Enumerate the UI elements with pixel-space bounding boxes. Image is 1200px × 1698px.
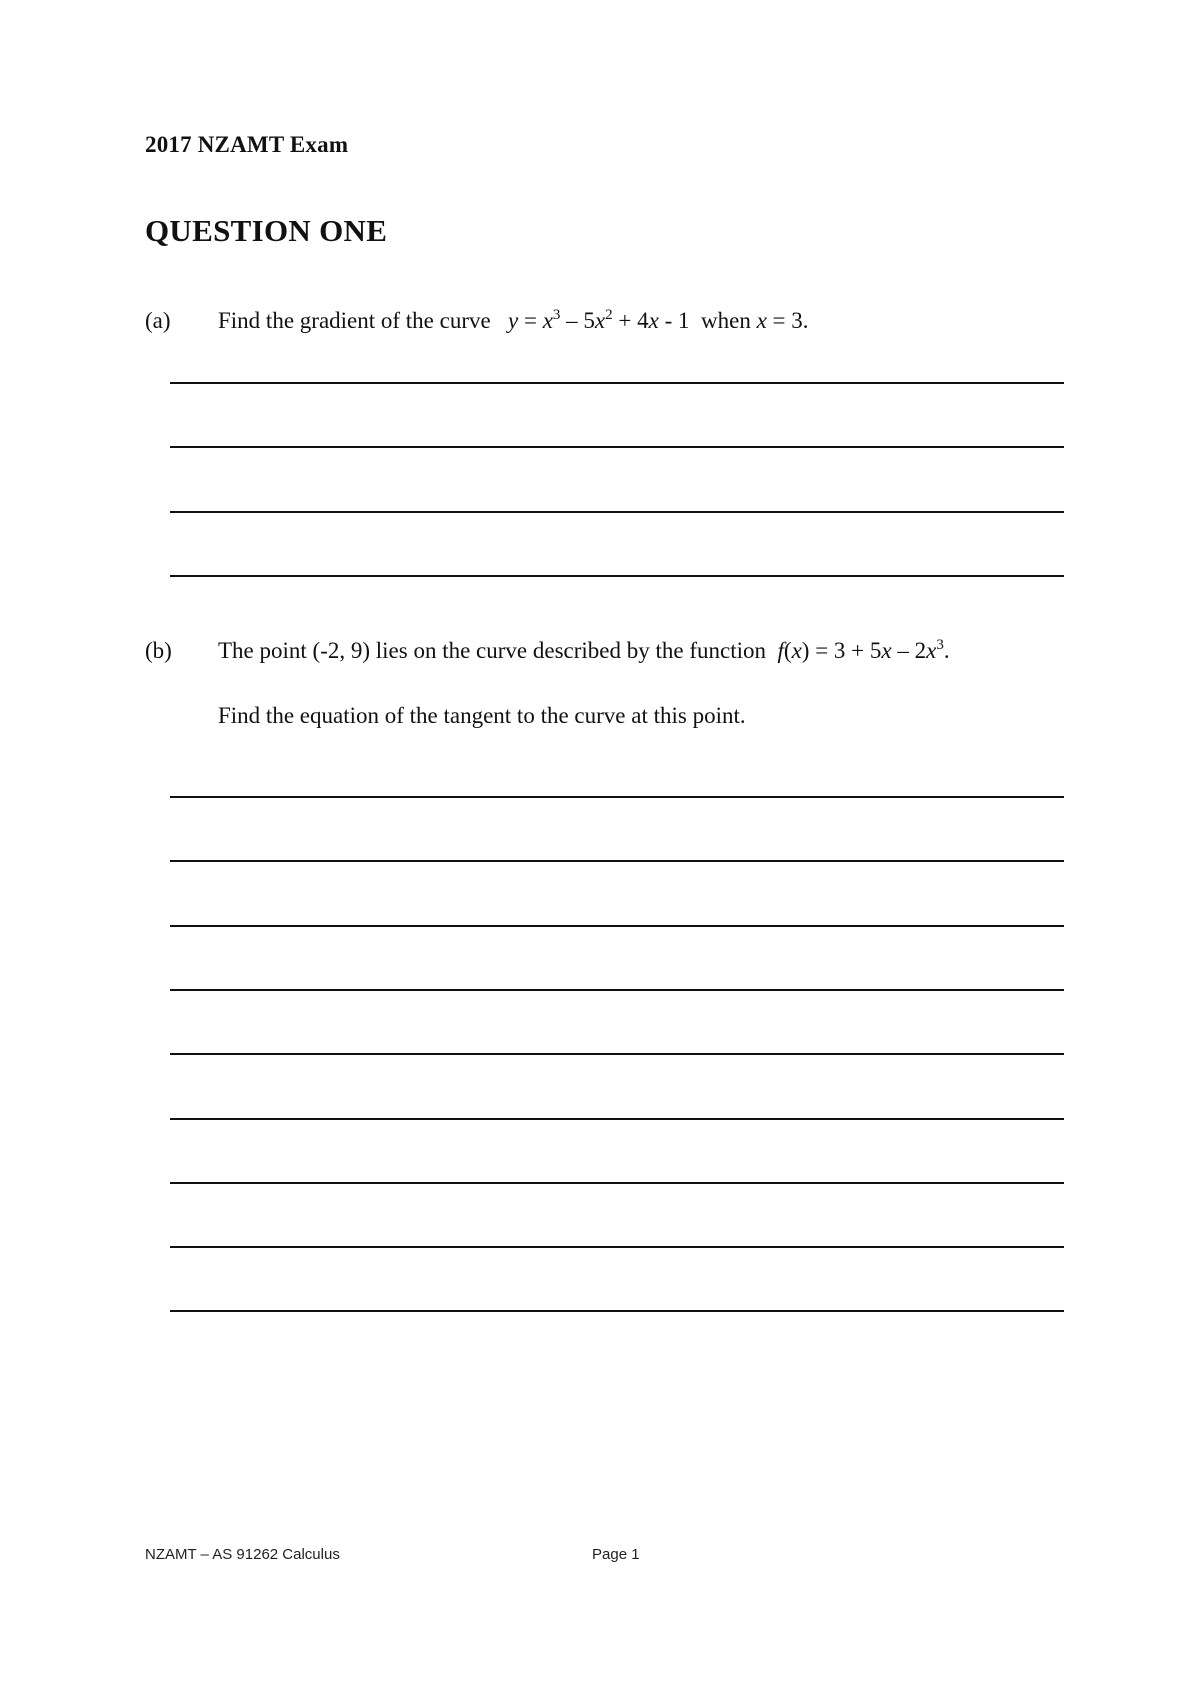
part-a-question	[145, 308, 809, 334]
answer-line[interactable]	[170, 1246, 1064, 1248]
part-a-condition: x = 3.	[756, 308, 809, 333]
answer-line[interactable]	[170, 860, 1064, 862]
answer-line[interactable]	[170, 1182, 1064, 1184]
exam-title: 2017 NZAMT Exam	[145, 132, 349, 157]
answer-line[interactable]	[170, 382, 1064, 384]
part-a-equation: $y = x^3 - 5x^2 + 4x - 1$	[507, 307, 690, 333]
part-a-label: (a)	[145, 308, 171, 333]
answer-line[interactable]	[170, 1053, 1064, 1055]
answer-line[interactable]	[170, 925, 1064, 927]
part-b-instruction: Find the equation of the tangent to the curve at this point.	[218, 703, 746, 728]
answer-line[interactable]	[170, 1118, 1064, 1120]
part-b-text: The point (-2, 9) lies on the curve described by the function $f(x) = 3 + 5x - 2x^3$.	[218, 637, 950, 663]
part-a-text: Find the gradient of the curve $y = x^3 - 5x^2 + 4x - 1$ when x = 3.	[218, 307, 809, 333]
footer-course: NZAMT – AS 91262 Calculus	[145, 1546, 340, 1563]
part-b-equation: $f(x) = 3 + 5x - 2x^3$.	[777, 637, 950, 663]
answer-line[interactable]	[170, 796, 1064, 798]
answer-line[interactable]	[170, 511, 1064, 513]
question-heading: QUESTION ONE	[145, 213, 388, 248]
answer-line[interactable]	[170, 575, 1064, 577]
answer-line[interactable]	[170, 446, 1064, 448]
part-b-label: (b)	[145, 638, 172, 663]
answer-line[interactable]	[170, 989, 1064, 991]
part-b-question	[145, 638, 950, 664]
answer-line[interactable]	[170, 1310, 1064, 1312]
footer-page-number: Page 1	[592, 1546, 640, 1563]
